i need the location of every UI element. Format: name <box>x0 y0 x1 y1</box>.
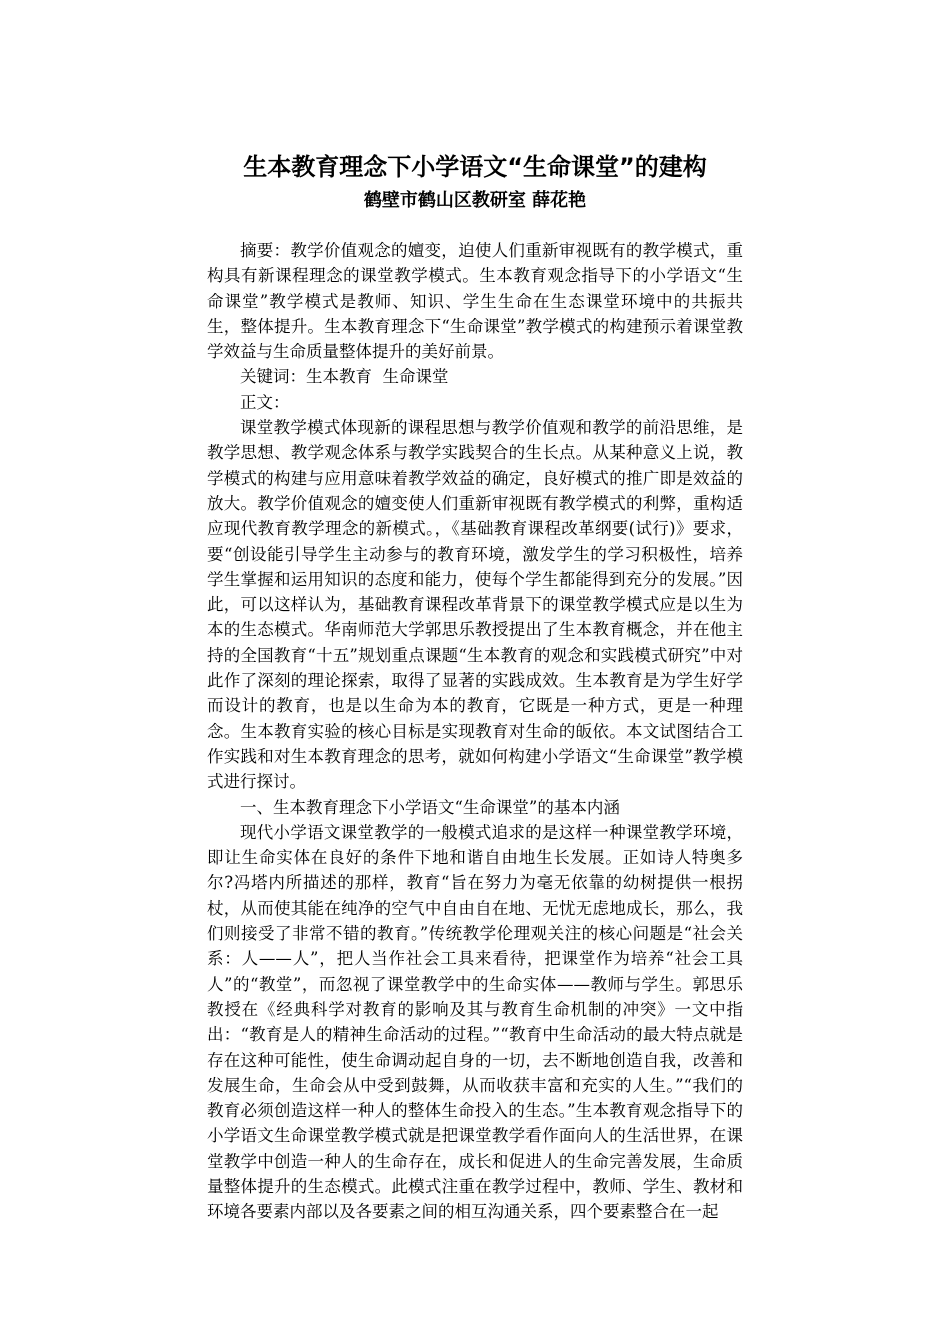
abstract-paragraph: 摘要：教学价值观念的嬗变，迫使人们重新审视既有的教学模式，重构具有新课程理念的课堂教学模式。生本教育观念指导下的小学语文“生命课堂”教学模式是教师、知识、学生生命在生态课堂环境中的共振共生，整体提升。生本教育理念下“生命课堂”教学模式的构建预示着课堂教学效益与生命质量整体提升的美好前景。 <box>207 241 743 362</box>
section-heading: 一、生本教育理念下小学语文“生命课堂”的基本内涵 <box>240 797 620 817</box>
document-body <box>207 238 743 1225</box>
body-paragraph: 现代小学语文课堂教学的一般模式追求的是这样一种课堂教学环境，即让生命实体在良好的条件下地和谐自由地生长发展。正如诗人特奥多尔?冯塔内所描述的那样，教育“旨在努力为毫无依靠的幼树提供一根拐杖，从而使其能在纯净的空气中自由自在地、无忧无虑地成长，那么，我们则接受了非常不错的教育。”传统教学伦理观关注的核心问题是“社会关系：人——人”，把人当作社会工具来看待，把课堂作为培养“社会工具人”的“教堂”，而忽视了课堂教学中的生命实体——教师与学生。郭思乐教授在《经典科学对教育的影响及其与教育生命机制的冲突》一文中指出：“教育是人的精神生命活动的过程。”“教育中生命活动的最大特点就是存在这种可能性，使生命调动起自身的一切，去不断地创造自我，改善和发展生命，生命会从中受到鼓舞，从而收获丰富和充实的人生。”“我们的教育必须创造这样一种人的整体生命投入的生态。”生本教育观念指导下的小学语文生命课堂教学模式就是把课堂教学看作面向人的生活世界，在课堂教学中创造一种人的生命存在，成长和促进人的生命完善发展，生命质量整体提升的生态模式。此模式注重在教学过程中，教师、学生、教材和环境各要素内部以及各要素之间的相互沟通关系，四个要素整合在一起 <box>207 822 743 1222</box>
keywords-line: 关键词：生本教育 生命课堂 <box>240 367 449 387</box>
document-title: 生本教育理念下小学语文“生命课堂”的建构 <box>243 153 707 181</box>
body-label: 正文： <box>240 392 290 412</box>
author-byline: 鹤壁市鹤山区教研室 薛花艳 <box>363 190 587 211</box>
body-paragraph: 课堂教学模式体现新的课程思想与教学价值观和教学的前沿思维，是教学思想、教学观念体系与教学实践契合的生长点。从某种意义上说，教学模式的构建与应用意味着教学效益的确定，良好模式的推广即是效益的放大。教学价值观念的嬗变使人们重新审视既有教学模式的利弊，重构适应现代教育教学理念的新模式。，《基础教育课程改革纲要(试行)》要求，要“创设能引导学生主动参与的教育环境，激发学生的学习积极性，培养学生掌握和运用知识的态度和能力，使每个学生都能得到充分的发展。”因此，可以这样认为，基础教育课程改革背景下的课堂教学模式应是以生为本的生态模式。华南师范大学郭思乐教授提出了生本教育概念，并在他主持的全国教育“十五”规划重点课题“生本教育的观念和实践模式研究”中对此作了深刻的理论探索，取得了显著的实践成效。生本教育是为学生好学而设计的教育，也是以生命为本的教育，它既是一种方式，更是一种理念。生本教育实验的核心目标是实现教育对生命的皈依。本文试图结合工作实践和对生本教育理念的思考，就如何构建小学语文“生命课堂”教学模式进行探讨。 <box>207 418 743 792</box>
